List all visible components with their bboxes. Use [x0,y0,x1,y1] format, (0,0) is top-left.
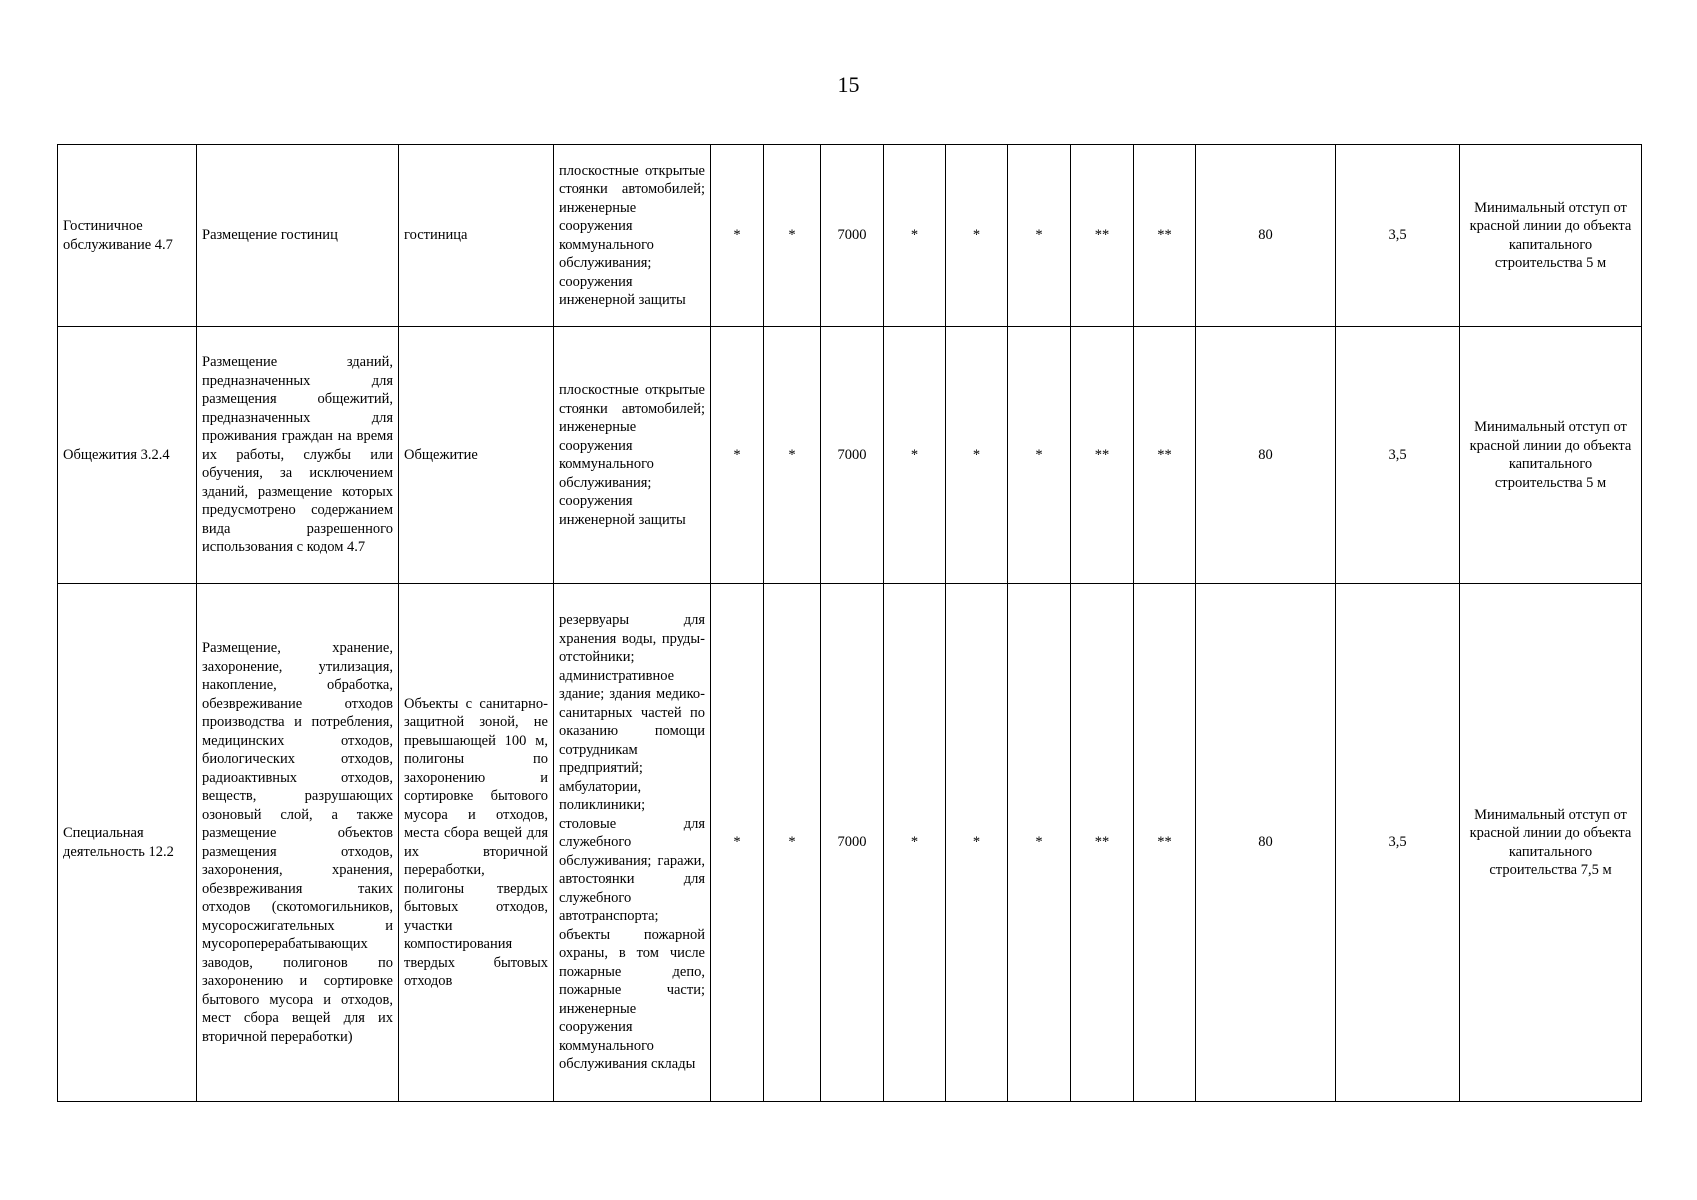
description-cell: Размещение, хранение, захоронение, утилизация, накопление, обработка, обезвреживание отходов производства и потребления, медицинских отходов, биологических отходов, радиоактивных отходов, веществ, разрушающих озоновый слой, а также размещение объектов размещения отходов, захоронения, хранения, обезвреживания таких отходов (скотомогильников, мусоросжигательных и мусороперерабатывающих заводов, полигонов по захоронению и сортировке бытового мусора и отходов, мест сбора вещей для их вторичной переработки) [197,584,399,1102]
param-cell-8: ** [1134,145,1196,327]
param-cell-4: * [884,145,946,327]
param-cell-4: * [884,327,946,584]
use-name-cell: Гостиничное обслуживание 4.7 [58,145,197,327]
param-cell-10: 3,5 [1336,327,1460,584]
param-cell-10: 3,5 [1336,584,1460,1102]
auxiliary-cell: плоскостные открытые стоянки автомобилей; инженерные сооружения коммунального обслуживания; сооружения инженерной защиты [554,145,711,327]
auxiliary-cell: резервуары для хранения воды, пруды-отстойники; административное здание; здания медико-санитарных частей по оказанию помощи сотрудникам предприятий; амбулатории, поликлиники; столовые для служебного обслуживания; гаражи, автостоянки для служебного автотранспорта; объекты пожарной охраны, в том числе пожарные депо, пожарные части; инженерные сооружения коммунального обслуживания склады [554,584,711,1102]
page-number: 15 [837,72,860,97]
main-objects-cell: Общежитие [399,327,554,584]
note-cell: Минимальный отступ от красной линии до объекта капитального строительства 7,5 м [1460,584,1642,1102]
param-cell-4: * [884,584,946,1102]
param-cell-7: ** [1071,584,1134,1102]
main-objects-cell: гостиница [399,145,554,327]
param-cell-8: ** [1134,327,1196,584]
param-cell-3: 7000 [821,584,884,1102]
param-cell-9: 80 [1196,327,1336,584]
param-cell-10: 3,5 [1336,145,1460,327]
param-cell-9: 80 [1196,584,1336,1102]
param-cell-2: * [764,584,821,1102]
param-cell-8: ** [1134,584,1196,1102]
regulations-table [57,144,1642,1102]
param-cell-6: * [1008,584,1071,1102]
use-name-cell: Специальная деятельность 12.2 [58,584,197,1102]
use-name-cell: Общежития 3.2.4 [58,327,197,584]
description-cell: Размещение гостиниц [197,145,399,327]
description-cell: Размещение зданий, предназначенных для размещения общежитий, предназначенных для проживания граждан на время их работы, службы или обучения, за исключением зданий, размещение которых предусмотрено содержанием вида разрешенного использования с кодом 4.7 [197,327,399,584]
param-cell-1: * [711,584,764,1102]
param-cell-1: * [711,327,764,584]
param-cell-2: * [764,327,821,584]
auxiliary-cell: плоскостные открытые стоянки автомобилей; инженерные сооружения коммунального обслуживания; сооружения инженерной защиты [554,327,711,584]
param-cell-7: ** [1071,145,1134,327]
param-cell-5: * [946,145,1008,327]
note-cell: Минимальный отступ от красной линии до объекта капитального строительства 5 м [1460,145,1642,327]
param-cell-6: * [1008,145,1071,327]
table-row [58,145,1642,327]
main-objects-cell: Объекты с санитарно-защитной зоной, не превышающей 100 м, полигоны по захоронению и сортировке бытового мусора и отходов, места сбора вещей для их вторичной переработки, полигоны твердых бытовых отходов, участки компостирования твердых бытовых отходов [399,584,554,1102]
table-row [58,327,1642,584]
param-cell-2: * [764,145,821,327]
param-cell-5: * [946,584,1008,1102]
param-cell-6: * [1008,327,1071,584]
table-row [58,584,1642,1102]
param-cell-7: ** [1071,327,1134,584]
param-cell-1: * [711,145,764,327]
param-cell-9: 80 [1196,145,1336,327]
note-cell: Минимальный отступ от красной линии до объекта капитального строительства 5 м [1460,327,1642,584]
param-cell-5: * [946,327,1008,584]
param-cell-3: 7000 [821,327,884,584]
param-cell-3: 7000 [821,145,884,327]
